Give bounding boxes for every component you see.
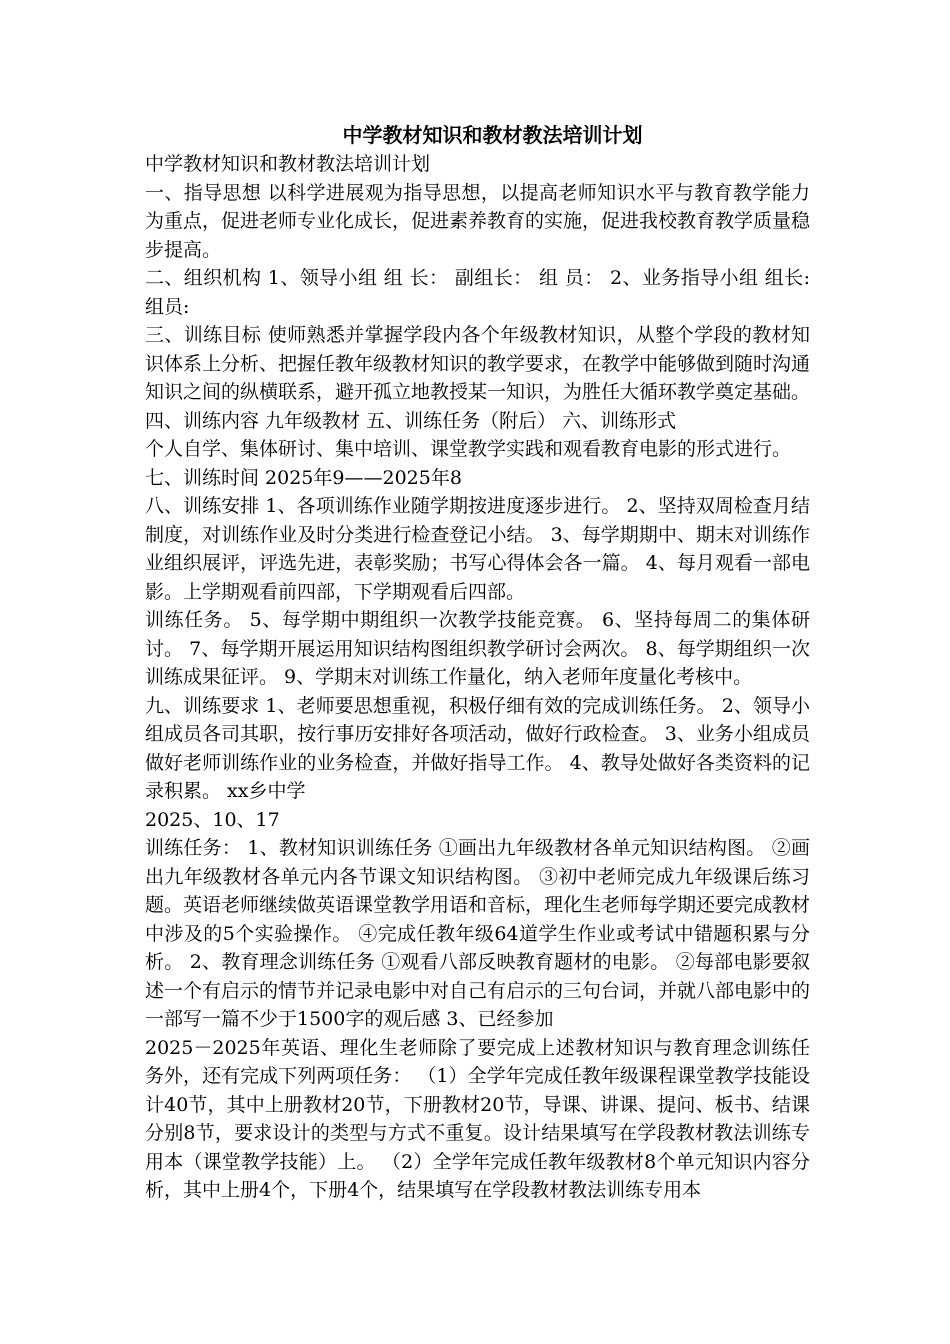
paragraph: 一、指导思想 以科学进展观为指导思想，以提高老师知识水平与教育教学能力为重点，促进老师专业化成长，促进素养教育的实施，促进我校教育教学质量稳步提高。 bbox=[145, 181, 811, 261]
paragraph: 九、训练要求 1、老师要思想重视，积极仔细有效的完成训练任务。 2、领导小组成员各司其职，按行事历安排好各项活动，做好行政检查。 3、业务小组成员做好老师训练作业的业务检查，并做好指导工作。 4、教导处做好各类资料的记录积累。 xx乡中学 bbox=[145, 694, 810, 802]
paragraph: 个人自学、集体研讨、集中培训、课堂教学实践和观看教育电影的形式进行。 bbox=[145, 438, 792, 460]
paragraph: 七、训练时间 2025年9——2025年8 bbox=[145, 466, 462, 489]
paragraph: 2025－2025年英语、理化生老师除了要完成上述教材知识与教育理念训练任务外，还有完成下列两项任务： （1）全学年完成任教年级课程课堂教学技能设计40节，其中上册教材20节，下册教材20节，导课、讲课、提问、板书、结课分别8节，要求设计的类型与方式不重复。设计结果填写在学段教材教法训练专用本（课堂教学技能）上。 （2）全学年完成任教年级教材8个单元知识内容分析，其中上册4个，下册4个，结果填写在学段教材教法训练专用本 bbox=[145, 1036, 810, 1201]
paragraph: 二、组织机构 1、领导小组 组 长： 副组长： 组 员： 2、业务指导小组 组长: 组员: bbox=[145, 267, 810, 318]
paragraph: 训练任务： 1、教材知识训练任务 ①画出九年级教材各单元知识结构图。 ②画出九年级教材各单元内各节课文知识结构图。 ③初中老师完成九年级课后练习题。英语老师继续做英语课堂教学用语和音标，理化生老师每学期还要完成教材中涉及的5个实验操作。 ④完成任教年级64道学生作业或考试中错题积累与分析。 2、教育理念训练任务 ①观看八部反映教育题材的电影。 ②每部电影要叙述一个有启示的情节并记录电影中对自己有启示的三句台词，并就八部电影中的一部写一篇不少于1500字的观后感 3、已经参加 bbox=[145, 837, 811, 1030]
document-page bbox=[145, 120, 810, 1205]
paragraph: 八、训练安排 1、各项训练作业随学期按进度逐步进行。 2、坚持双周检查月结制度，对训练作业及时分类进行检查登记小结。 3、每学期期中、期末对训练作业组织展评，评选先进，表彰奖励；书写心得体会各一篇。 4、每月观看一部电影。上学期观看前四部，下学期观看后四部。 bbox=[145, 495, 810, 603]
document-title: 中学教材知识和教材教法培训计划 bbox=[342, 123, 643, 147]
paragraph: 训练任务。 5、每学期中期组织一次教学技能竞赛。 6、坚持每周二的集体研讨。 7、每学期开展运用知识结构图组织教学研讨会两次。 8、每学期组织一次训练成果征评。 9、学期末对训练工作量化，纳入老师年度量化考核中。 bbox=[145, 609, 810, 688]
paragraph: 2025、10、17 bbox=[145, 808, 280, 831]
paragraph: 中学教材知识和教材教法培训计划 bbox=[145, 153, 431, 175]
paragraph: 三、训练目标 使师熟悉并掌握学段内各个年级教材知识，从整个学段的教材知识体系上分析、把握任教年级教材知识的教学要求，在教学中能够做到随时沟通知识之间的纵横联系，避开孤立地教授某一知识，为胜任大循环教学奠定基础。 四、训练内容 九年级教材 五、训练任务（附后） 六、训练形式 bbox=[145, 324, 811, 432]
document-body bbox=[145, 150, 810, 1205]
